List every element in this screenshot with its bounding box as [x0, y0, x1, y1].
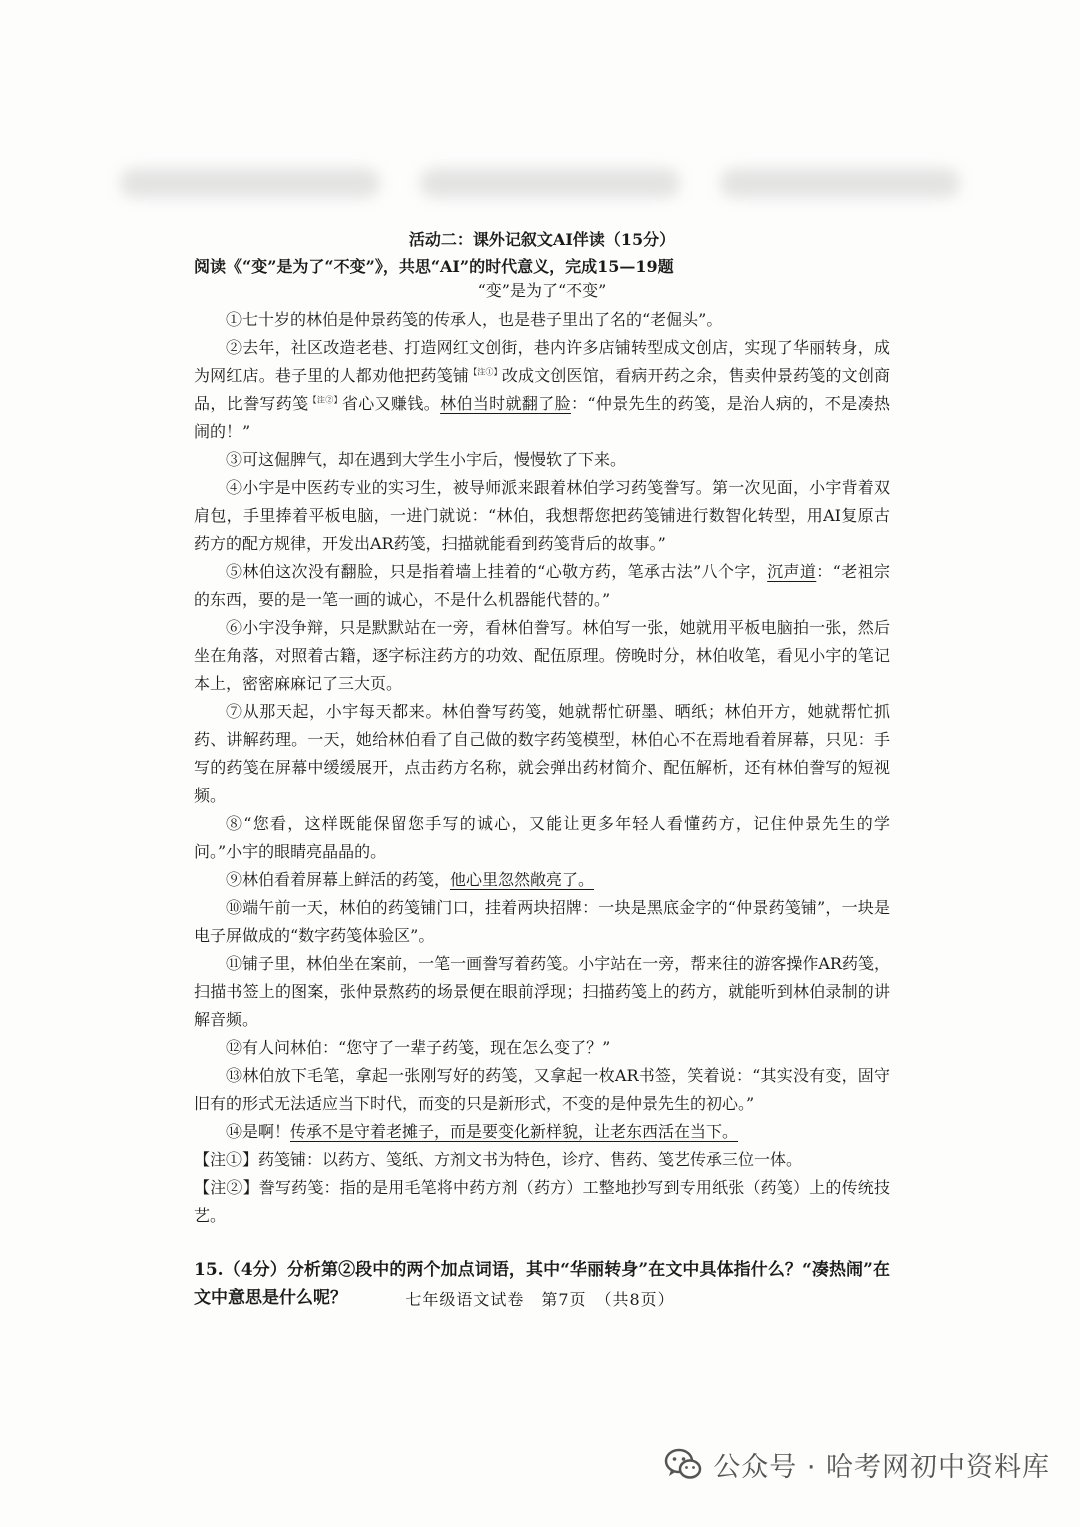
underlined-phrase: 他心里忽然敞亮了。 — [450, 870, 595, 889]
wechat-logo-icon — [663, 1444, 703, 1484]
paragraph-5-text: ：“老祖宗的东西，要的是一笔一画的诚心，不是什么机器能代替的。” — [194, 562, 890, 609]
paragraph-13: ⑬林伯放下毛笔，拿起一张刚写好的药笺，又拿起一枚AR书签，笑着说：“其实没有变，固守旧有的形式无法适应当下时代，而变的只是新形式，不变的是仲景先生的初心。” — [194, 1066, 890, 1113]
watermark — [663, 1444, 1050, 1484]
paragraph-6: ⑥小宇没争辩，只是默默站在一旁，看林伯誊写。林伯写一张，她就用平板电脑拍一张，然后坐在角落，对照着古籍，逐字标注药方的功效、配伍原理。傍晚时分，林伯收笔，看见小宇的笔记本上，密密麻麻记了三大页。 — [194, 618, 890, 693]
footnote-marker-2: 【注②】 — [308, 395, 342, 405]
paragraph-11: ⑪铺子里，林伯坐在案前，一笔一画誊写着药笺。小宇站在一旁，帮来往的游客操作AR药笺，扫描书签上的图案，张仲景熬药的场景便在眼前浮现；扫描药笺上的药方，就能听到林伯录制的讲解音频。 — [194, 954, 890, 1029]
exam-sheet — [194, 229, 890, 1312]
paragraph-5 — [194, 558, 890, 614]
paragraph-2-text: 省心又赚钱。 — [341, 394, 441, 413]
scan-smudge — [720, 168, 960, 198]
underlined-phrase: 沉声道 — [767, 562, 817, 581]
paragraph-4: ④小宇是中医药专业的实习生，被导师派来跟着林伯学习药笺誊写。第一次见面，小宇背着双肩包，手里捧着平板电脑，一进门就说：“林伯，我想帮您把药笺铺进行数智化转型，用AI复原古药方的配方规律，开发出AR药笺，扫描就能看到药笺背后的故事。” — [194, 478, 890, 553]
spacer — [194, 1230, 890, 1256]
paragraph-14 — [194, 1118, 890, 1146]
paragraph-5-text: ⑤林伯这次没有翻脸，只是指着墙上挂着的“心敬方药，笔承古法”八个字， — [226, 562, 768, 581]
paragraph-7: ⑦从那天起，小宇每天都来。林伯誊写药笺，她就帮忙研墨、晒纸；林伯开方，她就帮忙抓药、讲解药理。一天，她给林伯看了自己做的数字药笺模型，林伯心不在焉地看着屏幕，只见：手写的药笺在屏幕中缓缓展开，点击药方名称，就会弹出药材简介、配伍解析，还有林伯誊写的短视频。 — [194, 702, 890, 805]
paragraph-2-text: ②去年，社区改造老巷、打造网红文创街，巷内许多店铺转型成文创店，实现了华丽转身，成为网红店。巷子里的人都劝他把药笺铺 — [194, 338, 890, 385]
paragraph-2-text: ：“仲景先生的药笺，是治人病的，不是凑热闹的！” — [194, 394, 890, 441]
scan-smudge — [420, 168, 680, 198]
paragraph-9-text: ⑨林伯看着屏幕上鲜活的药笺， — [226, 870, 451, 889]
underlined-phrase: 传承不是守着老摊子，而是要变化新样貌，让老东西活在当下。 — [290, 1122, 739, 1141]
underlined-phrase: 林伯当时就翻了脸 — [440, 394, 571, 413]
paragraph-2 — [194, 334, 890, 446]
watermark-text: 公众号 · 哈考网初中资料库 — [713, 1451, 1050, 1483]
scan-smudge — [120, 168, 380, 198]
reading-instruction: 阅读《“变”是为了“不变”》，共思“AI”的时代意义，完成15—19题 — [194, 257, 674, 276]
article-title: “变”是为了“不变” — [477, 281, 607, 300]
paragraph-14-text: ⑭是啊！ — [226, 1122, 291, 1141]
footnote-marker-1: 【注①】 — [469, 367, 502, 377]
paragraph-9 — [194, 866, 890, 894]
question-15: 15.（4分）分析第②段中的两个加点词语，其中“华丽转身”在文中具体指什么？“凑热闹”在文中意思是什么呢？ — [194, 1260, 890, 1308]
paragraph-12: ⑫有人问林伯：“您守了一辈子药笺，现在怎么变了？” — [226, 1038, 611, 1057]
page-footer: 七年级语文试卷 第7页 （共8页） — [405, 1290, 675, 1309]
paragraph-2-text: 改成文创医馆，看病开药之余，售卖仲景药笺的文创商品，比誊写药笺 — [194, 366, 890, 413]
footnote-2: 【注②】誊写药笺：指的是用毛笔将中药方剂（药方）工整地抄写到专用纸张（药笺）上的传统技艺。 — [194, 1178, 890, 1225]
activity-title: 活动二：课外记叙文AI伴读（15分） — [408, 230, 676, 249]
footnote-1: 【注①】药笺铺：以药方、笺纸、方剂文书为特色，诊疗、售药、笺艺传承三位一体。 — [194, 1150, 803, 1169]
paragraph-1: ①七十岁的林伯是仲景药笺的传承人，也是巷子里出了名的“老倔头”。 — [226, 310, 723, 329]
paragraph-3: ③可这倔脾气，却在遇到大学生小宇后，慢慢软了下来。 — [226, 450, 627, 469]
paragraph-10: ⑩端午前一天，林伯的药笺铺门口，挂着两块招牌：一块是黑底金字的“仲景药笺铺”，一块是电子屏做成的“数字药笺体验区”。 — [194, 898, 890, 945]
paragraph-8: ⑧“您看，这样既能保留您手写的诚心，又能让更多年轻人看懂药方，记住仲景先生的学问。”小宇的眼睛亮晶晶的。 — [194, 814, 890, 861]
